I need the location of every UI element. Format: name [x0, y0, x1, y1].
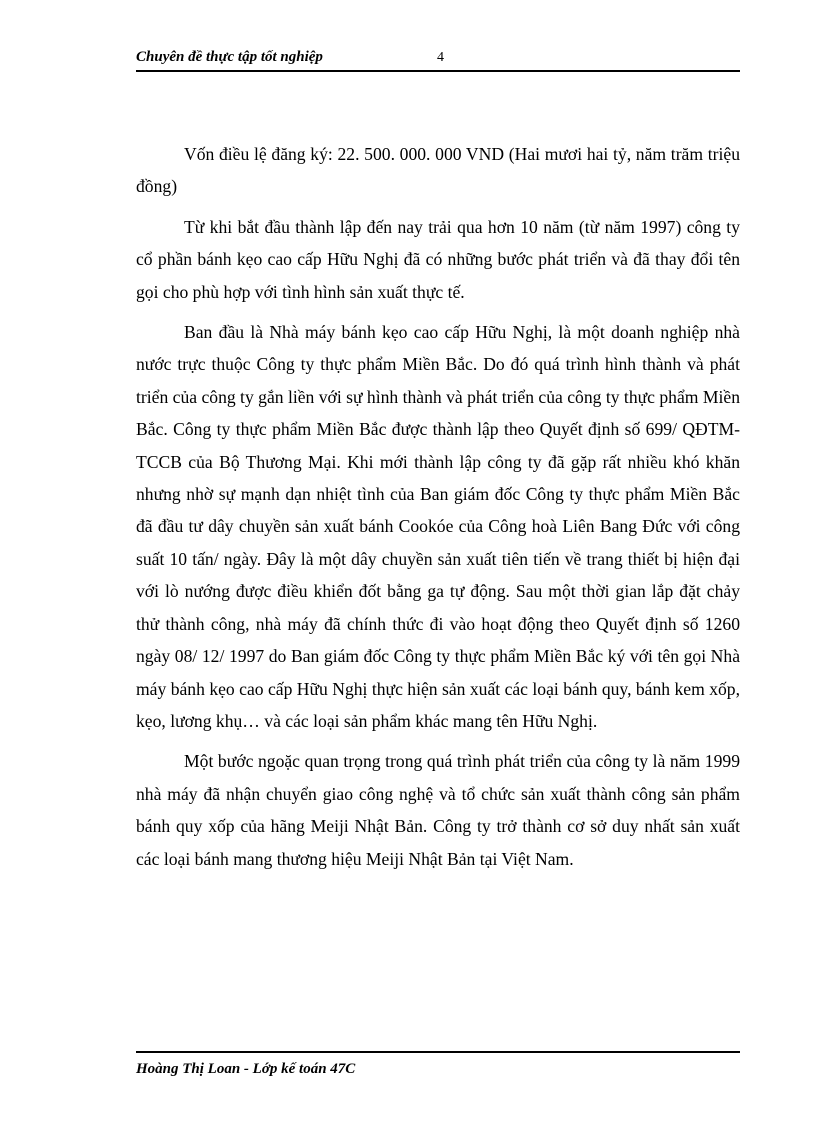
paragraph-founding: Ban đầu là Nhà máy bánh kẹo cao cấp Hữu Nghị, là một doanh nghiệp nhà nước trực thuộc Công ty thực phẩm Miền Bắc. Do đó quá trình hình thành và phát triển của công ty gắn liền với sự hình thành và phát triển của công ty thực phẩm Miền Bắc. Công ty thực phẩm Miền Bắc được thành lập theo Quyết định số 699/ QĐTM-TCCB của Bộ Thương Mại. Khi mới thành lập công ty đã gặp rất nhiều khó khăn nhưng nhờ sự mạnh dạn nhiệt tình của Ban giám đốc Công ty thực phẩm Miền Bắc đã đầu tư dây chuyền sản xuất bánh Cookóe của Công hoà Liên Bang Đức với công suất 10 tấn/ ngày. Đây là một dây chuyền sản xuất tiên tiến về trang thiết bị hiện đại với lò nướng được điều khiển đốt bằng ga tự động. Sau một thời gian lắp đặt chảy thử thành công, nhà máy đã chính thức đi vào hoạt động theo Quyết định số 1260 ngày 08/ 12/ 1997 do Ban giám đốc Công ty thực phẩm Miền Bắc ký với tên gọi Nhà máy bánh kẹo cao cấp Hữu Nghị thực hiện sản xuất các loại bánh quy, bánh kem xốp, kẹo, lương khụ… và các loại sản phẩm khác mang tên Hữu Nghị. [136, 322, 740, 731]
document-body [136, 138, 740, 883]
paragraph-charter-capital: Vốn điều lệ đăng ký: 22. 500. 000. 000 VND (Hai mươi hai tỷ, năm trăm triệu đồng) [136, 144, 740, 197]
header-title: Chuyên đề thực tập tốt nghiệp [136, 49, 323, 65]
paragraph-history-intro: Từ khi bắt đầu thành lập đến nay trải qua hơn 10 năm (từ năm 1997) công ty cổ phần bánh kẹo cao cấp Hữu Nghị đã có những bước phát triển và đã thay đổi tên gọi cho phù hợp với tình hình sản xuất thực tế. [136, 216, 740, 302]
page-number: 4 [437, 50, 444, 65]
paragraph-meiji-transfer: Một bước ngoặc quan trọng trong quá trình phát triển của công ty là năm 1999 nhà máy đã nhận chuyển giao công nghệ và tổ chức sản xuất thành công sản phẩm bánh quy xốp của hãng Meiji Nhật Bản. Công ty trở thành cơ sở duy nhất sản xuất các loại bánh mang thương hiệu Meiji Nhật Bản tại Việt Nam. [136, 751, 740, 869]
footer-author: Hoàng Thị Loan - Lớp kế toán 47C [136, 1061, 356, 1077]
page-header [136, 48, 740, 72]
page-footer [136, 1051, 740, 1077]
